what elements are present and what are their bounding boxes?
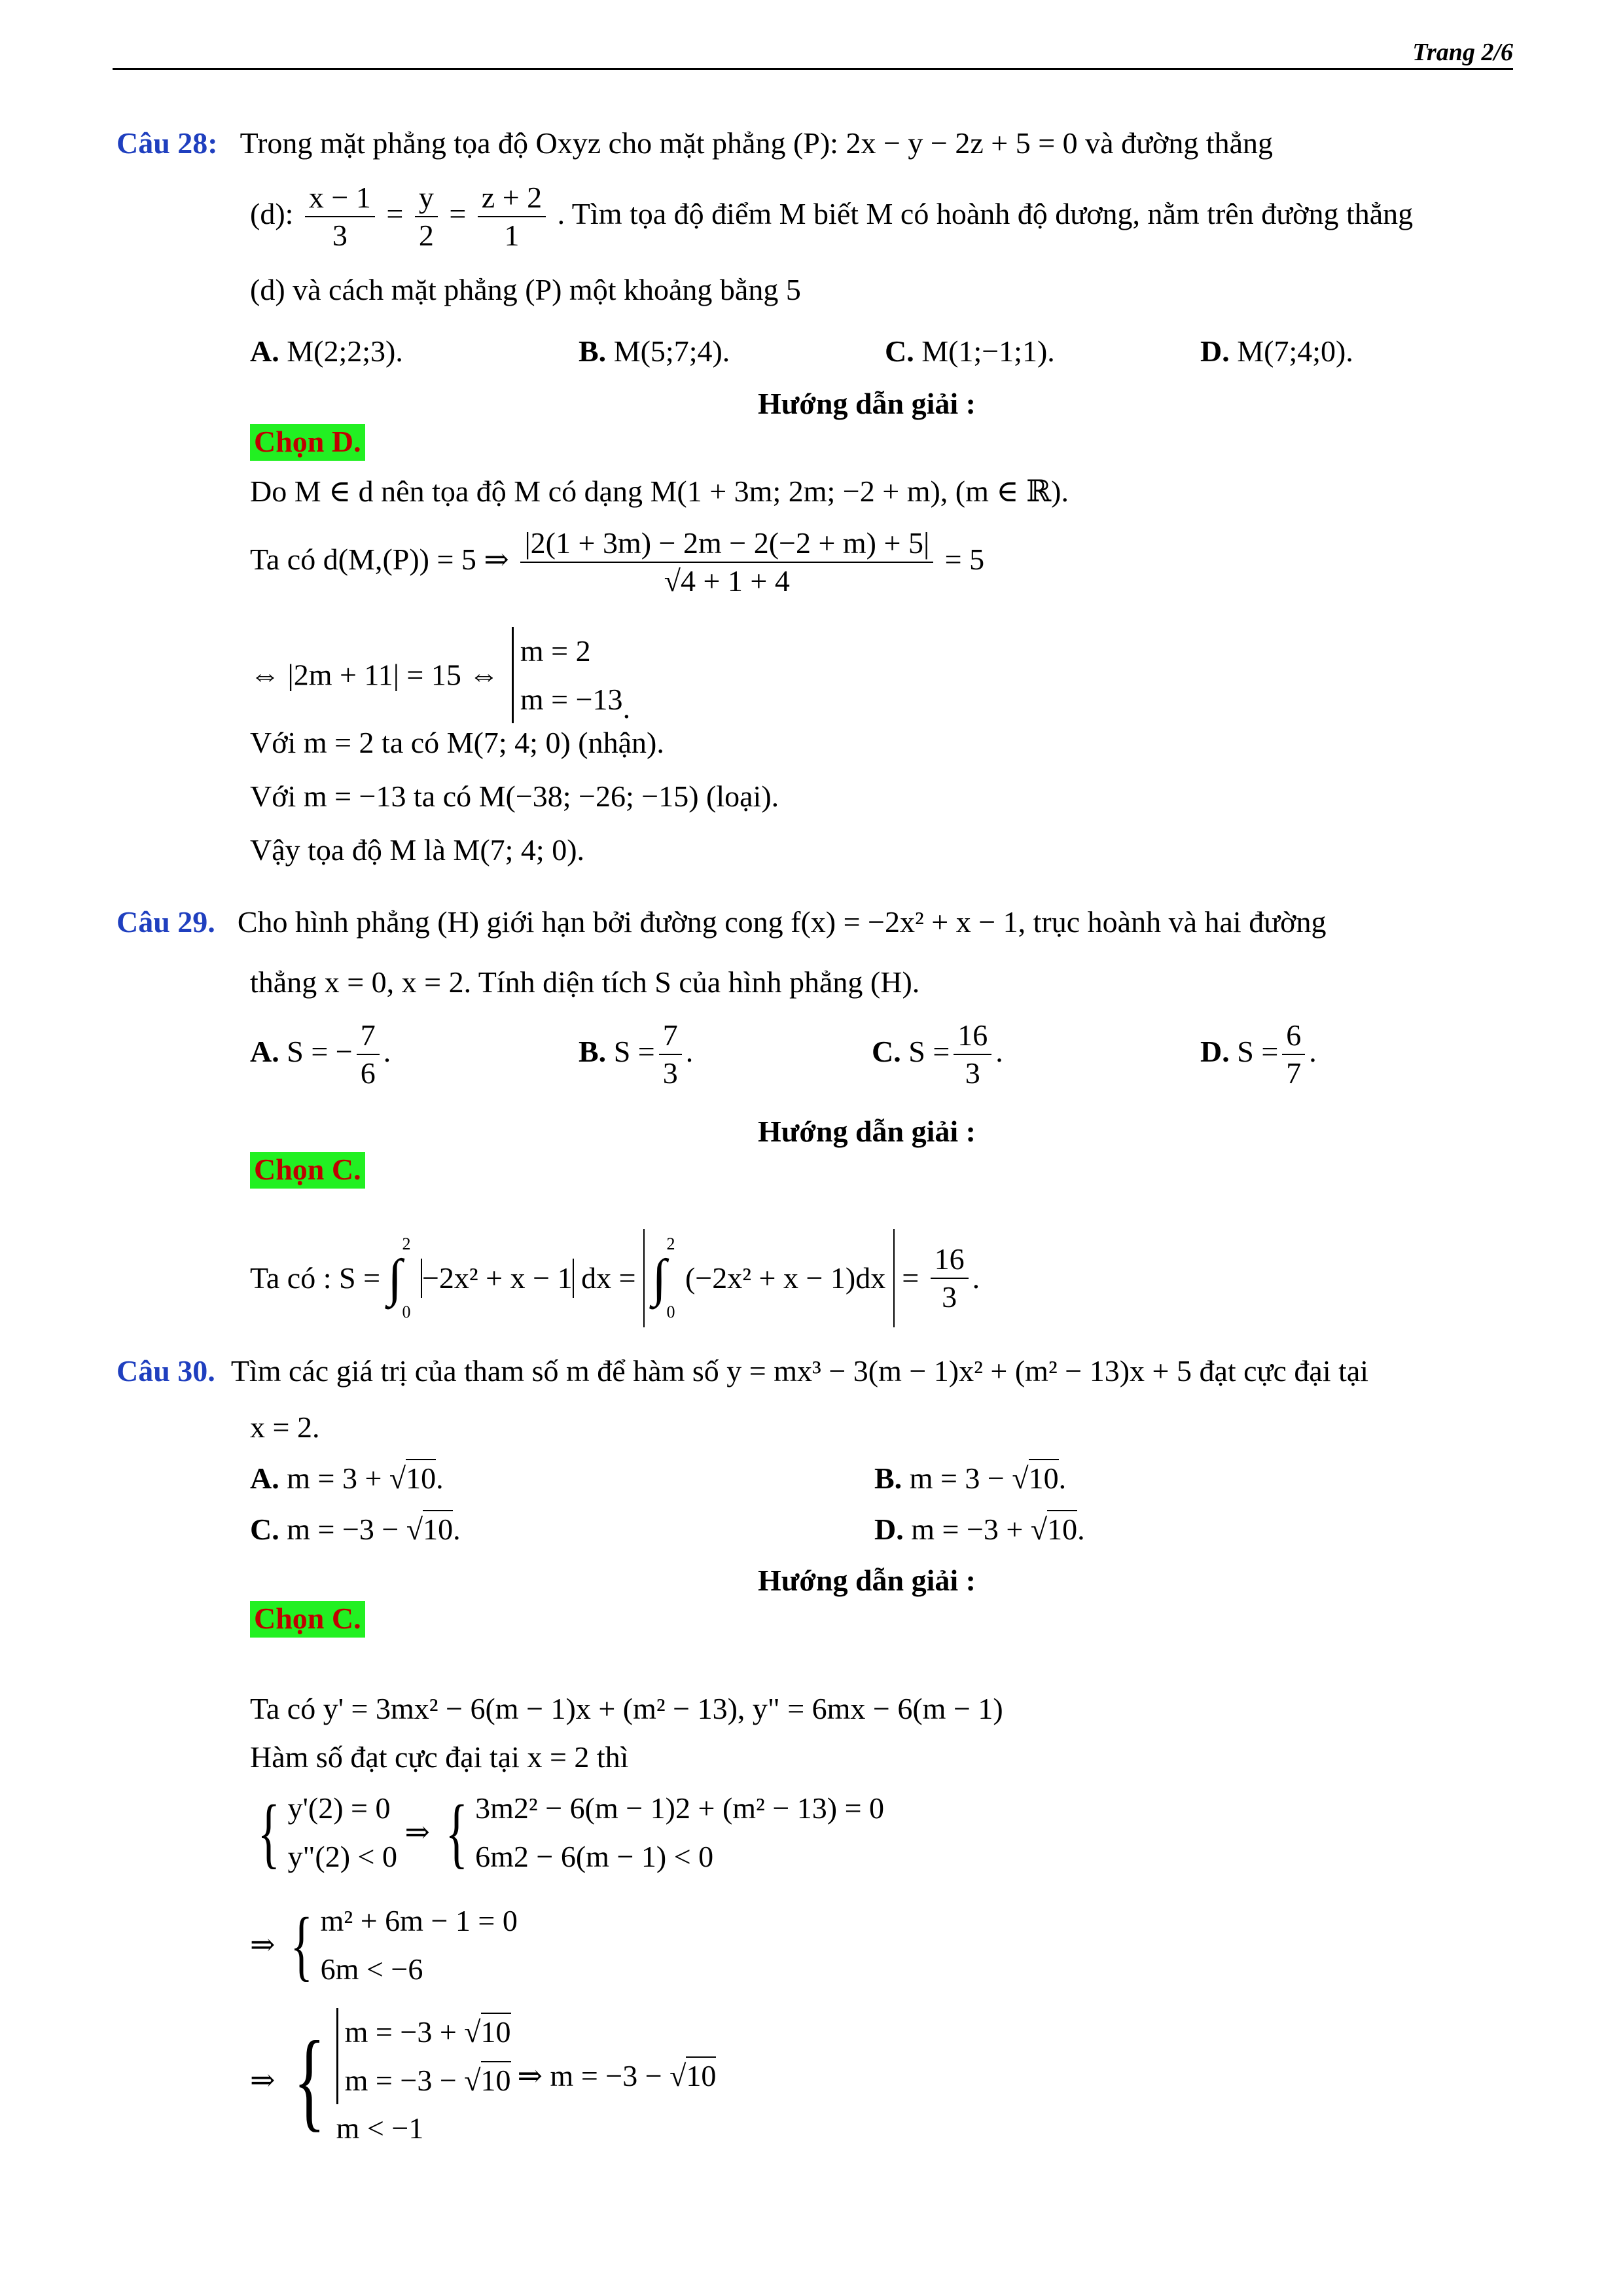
q30-choice-highlight: Chọn C. bbox=[250, 1601, 365, 1638]
q29-line1-text: Cho hình phẳng (H) giới hạn bởi đường cong f(x) = −2x² + x − 1, trục hoành và hai đường bbox=[237, 905, 1327, 939]
q29-option-c[interactable]: C. S = $\frac{16}{3}$ . bbox=[872, 1018, 1003, 1090]
q28-step3: ⇔ |2m + 11| = 15 ⇔ m = 2 m = −13 . bbox=[250, 627, 630, 723]
q28-option-b-text: M(5;7;4). bbox=[613, 334, 730, 368]
q28-frac1-num: x − 1 bbox=[305, 182, 375, 217]
q29-bigabs-open bbox=[643, 1229, 645, 1327]
q28-choice-highlight: Chọn D. bbox=[250, 424, 365, 461]
q30-option-d-pre: m = −3 + bbox=[911, 1513, 1031, 1546]
q28-step2-den: √4 + 1 + 4 bbox=[660, 563, 794, 597]
q30-option-c[interactable]: C. m = −3 − √10. bbox=[250, 1515, 461, 1545]
q29-line1 bbox=[116, 907, 1514, 937]
q29-choice bbox=[250, 1152, 365, 1189]
q30-step5-result: ⇒ m = −3 − √10 bbox=[518, 2052, 717, 2100]
q28-step3-case2: m = −13 bbox=[520, 682, 623, 716]
q30-step5-row1-pre: m = −3 + bbox=[344, 2015, 465, 2049]
q30-step5-result-rad: 10 bbox=[686, 2056, 716, 2092]
q28-option-c-text: M(1;−1;1). bbox=[921, 334, 1055, 368]
q30-step5-bracket-group bbox=[336, 2008, 717, 2104]
q28-step3-pre: ⇔ |2m + 11| = 15 ⇔ bbox=[250, 658, 499, 692]
q30-step5-bracket bbox=[336, 2008, 511, 2104]
q28-intro: Trong mặt phẳng tọa độ Oxyz cho mặt phẳng (P): 2x − y − 2z + 5 = 0 và đường thẳng bbox=[240, 126, 1274, 160]
q28-option-a-letter: A. bbox=[250, 334, 279, 368]
q30-option-c-pre: m = −3 − bbox=[287, 1513, 406, 1546]
q30-step3 bbox=[250, 1784, 884, 1880]
q30-option-b-rad: 10 bbox=[1029, 1459, 1059, 1495]
q29-option-d-num: 6 bbox=[1282, 1020, 1305, 1055]
q29-integrand-1: −2x² + x − 1 bbox=[421, 1261, 573, 1295]
q28-step2-post: = 5 bbox=[944, 542, 985, 576]
q29-option-c-frac bbox=[954, 1020, 991, 1090]
q28-option-d[interactable] bbox=[1200, 336, 1353, 367]
q29-integral-sign-1: ∫ bbox=[387, 1249, 402, 1307]
q29-dx: dx = bbox=[581, 1261, 636, 1295]
q28-frac1-den: 3 bbox=[332, 219, 348, 253]
q30-step4-row2: 6m < −6 bbox=[320, 1952, 423, 1986]
q30-step2: Hàm số đạt cực đại tại x = 2 thì bbox=[250, 1740, 629, 1774]
q29-upper-1: 2 bbox=[402, 1234, 411, 1253]
q28-option-d-letter: D. bbox=[1200, 334, 1230, 368]
q29-option-d-pre: S = bbox=[1237, 1034, 1279, 1068]
q29-option-b-num: 7 bbox=[659, 1020, 682, 1055]
q29-result-num: 16 bbox=[931, 1244, 969, 1279]
q28-frac3-num: z + 2 bbox=[478, 182, 546, 217]
q28-option-a[interactable] bbox=[250, 336, 403, 367]
q30-option-a-rad: 10 bbox=[406, 1459, 436, 1495]
q29-option-b-letter: B. bbox=[579, 1034, 607, 1068]
q29-choice-highlight: Chọn C. bbox=[250, 1152, 365, 1189]
q29-step1: Ta có : S = ∫ 2 0 −2x² + x − 1 dx = ∫ 2 0 (−2x² + x − 1)dx = $\frac{16}{3}$ . bbox=[250, 1229, 980, 1327]
q29-line2: thẳng x = 0, x = 2. Tính diện tích S của hình phẳng (H). bbox=[250, 965, 920, 999]
q28-frac2-num: y bbox=[415, 182, 438, 217]
q30-option-d-letter: D. bbox=[874, 1513, 904, 1546]
q30-step5-arrow: ⇒ bbox=[250, 2063, 276, 2097]
q28-label: Câu 28: bbox=[116, 126, 218, 160]
q28-step2-pre: Ta có d(M,(P)) = 5 ⇒ bbox=[250, 542, 509, 576]
q29-bigabs-close bbox=[893, 1229, 895, 1327]
header-rule bbox=[113, 68, 1513, 70]
q29-result-den: 3 bbox=[942, 1280, 957, 1314]
q30-step4 bbox=[250, 1897, 518, 1993]
q28-choice bbox=[250, 424, 365, 461]
q29-step1-pre: Ta có : S = bbox=[250, 1261, 381, 1295]
q30-step3-system-1 bbox=[288, 1784, 397, 1880]
q28-frac3 bbox=[478, 182, 546, 252]
q28-step3-case1: m = 2 bbox=[520, 634, 591, 668]
q28-option-a-text: M(2;2;3). bbox=[287, 334, 403, 368]
q29-label: Câu 29. bbox=[116, 905, 215, 939]
q29-option-c-letter: C. bbox=[872, 1034, 901, 1068]
q30-step3-brace-2: { bbox=[445, 1788, 468, 1876]
q28-frac2 bbox=[415, 182, 438, 252]
q30-step3-row4: 6m2 − 6(m − 1) < 0 bbox=[475, 1839, 714, 1873]
q29-options bbox=[250, 1020, 1402, 1098]
q30-step5-row2-rad: 10 bbox=[481, 2061, 511, 2097]
q29-integral-sign-2: ∫ bbox=[652, 1249, 667, 1307]
q30-step5-outer bbox=[336, 2008, 717, 2153]
q30-step3-brace-1: { bbox=[257, 1788, 281, 1876]
q30-step3-row1: y'(2) = 0 bbox=[287, 1791, 391, 1825]
q29-option-b[interactable]: B. S = $\frac{7}{3}$ . bbox=[579, 1018, 694, 1090]
q30-line1-text: Tìm các giá trị của tham số m để hàm số y = mx³ − 3(m − 1)x² + (m² − 13)x + 5 đạt cực đại tại bbox=[230, 1354, 1369, 1388]
q30-option-a-pre: m = 3 + bbox=[287, 1462, 389, 1495]
q29-option-d-frac bbox=[1282, 1020, 1305, 1090]
q29-option-b-frac bbox=[659, 1020, 682, 1090]
q29-limits-2 bbox=[666, 1236, 675, 1321]
q29-abs-close bbox=[573, 1259, 574, 1298]
q30-step4-arrow: ⇒ bbox=[250, 1928, 276, 1962]
q28-step2-fraction bbox=[520, 528, 933, 598]
q30-step3-row3: 3m2² − 6(m − 1)2 + (m² − 13) = 0 bbox=[475, 1791, 885, 1825]
q30-step4-brace: { bbox=[290, 1901, 313, 1988]
q30-line2: x = 2. bbox=[250, 1410, 320, 1444]
q30-label: Câu 30. bbox=[116, 1354, 215, 1388]
q28-step2-den-radicand: 4 + 1 + 4 bbox=[681, 562, 790, 598]
q30-step5-row3: m < −1 bbox=[336, 2111, 424, 2145]
q28-step4: Với m = 2 ta có M(7; 4; 0) (nhận). bbox=[250, 726, 664, 759]
q28-option-c[interactable] bbox=[885, 336, 1055, 367]
q30-step3-row2: y"(2) < 0 bbox=[287, 1839, 397, 1873]
q30-step5 bbox=[250, 2008, 716, 2153]
q28-step6: Vậy tọa độ M là M(7; 4; 0). bbox=[250, 833, 585, 867]
q30-step5-brace: { bbox=[293, 2018, 326, 2142]
q29-option-c-pre: S = bbox=[908, 1034, 950, 1068]
q29-option-a-num: 7 bbox=[357, 1020, 380, 1055]
q29-upper-2: 2 bbox=[666, 1234, 675, 1253]
q28-step3-cases bbox=[512, 627, 623, 723]
q30-step5-row2-pre: m = −3 − bbox=[344, 2063, 465, 2097]
q30-option-a[interactable]: A. m = 3 + √10. bbox=[250, 1463, 444, 1494]
q30-line1 bbox=[116, 1356, 1514, 1386]
q30-step5-row2: m = −3 − √10 bbox=[345, 2056, 511, 2105]
q28-option-b-letter: B. bbox=[579, 334, 607, 368]
q30-step4-system bbox=[321, 1897, 518, 1993]
q30-step3-arrow: ⇒ bbox=[404, 1815, 431, 1849]
q29-limits-1 bbox=[402, 1236, 410, 1321]
q30-option-b[interactable]: B. m = 3 − √10. bbox=[874, 1463, 1066, 1494]
q30-step3-system-2 bbox=[475, 1784, 884, 1880]
q29-option-b-den: 3 bbox=[662, 1056, 678, 1090]
q29-option-a[interactable]: A. S = − $\frac{7}{6}$ . bbox=[250, 1018, 391, 1090]
q30-step5-row1-rad: 10 bbox=[481, 2013, 511, 2049]
q29-lower-2: 0 bbox=[666, 1302, 675, 1321]
q29-option-d-den: 7 bbox=[1286, 1056, 1302, 1090]
q28-step2 bbox=[250, 528, 984, 598]
q30-option-b-pre: m = 3 − bbox=[909, 1462, 1012, 1495]
q30-option-c-rad: 10 bbox=[423, 1510, 453, 1546]
q30-step4-row1: m² + 6m − 1 = 0 bbox=[320, 1904, 518, 1937]
q29-option-d[interactable]: D. S = $\frac{6}{7}$ . bbox=[1200, 1018, 1317, 1090]
q28-option-c-letter: C. bbox=[885, 334, 914, 368]
q29-option-a-letter: A. bbox=[250, 1034, 279, 1068]
q29-option-d-letter: D. bbox=[1200, 1034, 1230, 1068]
q30-option-d-rad: 10 bbox=[1047, 1510, 1077, 1546]
q30-step5-result-pre: ⇒ m = −3 − bbox=[517, 2058, 670, 2092]
q29-option-a-pre: S = − bbox=[287, 1034, 353, 1068]
q30-step5-row1: m = −3 + √10 bbox=[345, 2008, 511, 2056]
q29-integrand-2: (−2x² + x − 1)dx bbox=[685, 1261, 886, 1295]
q28-frac1 bbox=[305, 182, 375, 252]
q30-option-c-letter: C. bbox=[250, 1513, 279, 1546]
q30-option-d[interactable]: D. m = −3 + √10. bbox=[874, 1515, 1085, 1545]
q28-step5: Với m = −13 ta có M(−38; −26; −15) (loại). bbox=[250, 780, 779, 813]
q30-choice bbox=[250, 1601, 365, 1638]
q30-guide-heading: Hướng dẫn giải : bbox=[758, 1564, 976, 1597]
q28-step1: Do M ∈ d nên tọa độ M có dạng M(1 + 3m; 2m; −2 + m), (m ∈ ℝ). bbox=[250, 475, 1069, 508]
q28-line2-post: . Tìm tọa độ điểm M biết M có hoành độ dương, nằm trên đường thẳng bbox=[557, 196, 1414, 230]
q29-eq: = bbox=[902, 1261, 919, 1295]
q28-line2-pre: (d): bbox=[250, 196, 294, 230]
q29-option-a-frac bbox=[357, 1020, 380, 1090]
q30-option-a-letter: A. bbox=[250, 1462, 279, 1495]
page-number: Trang 2/6 bbox=[1412, 39, 1513, 66]
q28-step2-num: |2(1 + 3m) − 2m − 2(−2 + m) + 5| bbox=[520, 528, 933, 563]
q30-step1: Ta có y' = 3mx² − 6(m − 1)x + (m² − 13), y" = 6mx − 6(m − 1) bbox=[250, 1692, 1003, 1725]
q29-lower-1: 0 bbox=[402, 1302, 411, 1321]
q28-line1 bbox=[116, 128, 1514, 158]
q28-option-b[interactable] bbox=[579, 336, 730, 367]
q28-line2: (d): $\frac{x - 1}{3}$ = $\frac{y}{2}$ = $\frac{z + 2}{1}$ . Tìm tọa độ điểm M biết M có hoành độ dương, nằm trên đường thẳng bbox=[250, 181, 1414, 253]
q29-result-frac bbox=[931, 1244, 969, 1314]
q29-option-c-den: 3 bbox=[965, 1056, 980, 1090]
q29-option-b-pre: S = bbox=[613, 1034, 655, 1068]
q28-option-d-text: M(7;4;0). bbox=[1237, 334, 1353, 368]
q28-frac2-den: 2 bbox=[418, 219, 434, 253]
q30-option-b-letter: B. bbox=[874, 1462, 902, 1495]
q28-frac3-den: 1 bbox=[504, 219, 520, 253]
q29-guide-heading: Hướng dẫn giải : bbox=[758, 1115, 976, 1148]
q28-guide-heading: Hướng dẫn giải : bbox=[758, 387, 976, 420]
q29-option-c-num: 16 bbox=[954, 1020, 991, 1055]
q28-line3: (d) và cách mặt phẳng (P) một khoảng bằng 5 bbox=[250, 273, 801, 306]
q29-option-a-den: 6 bbox=[360, 1056, 376, 1090]
